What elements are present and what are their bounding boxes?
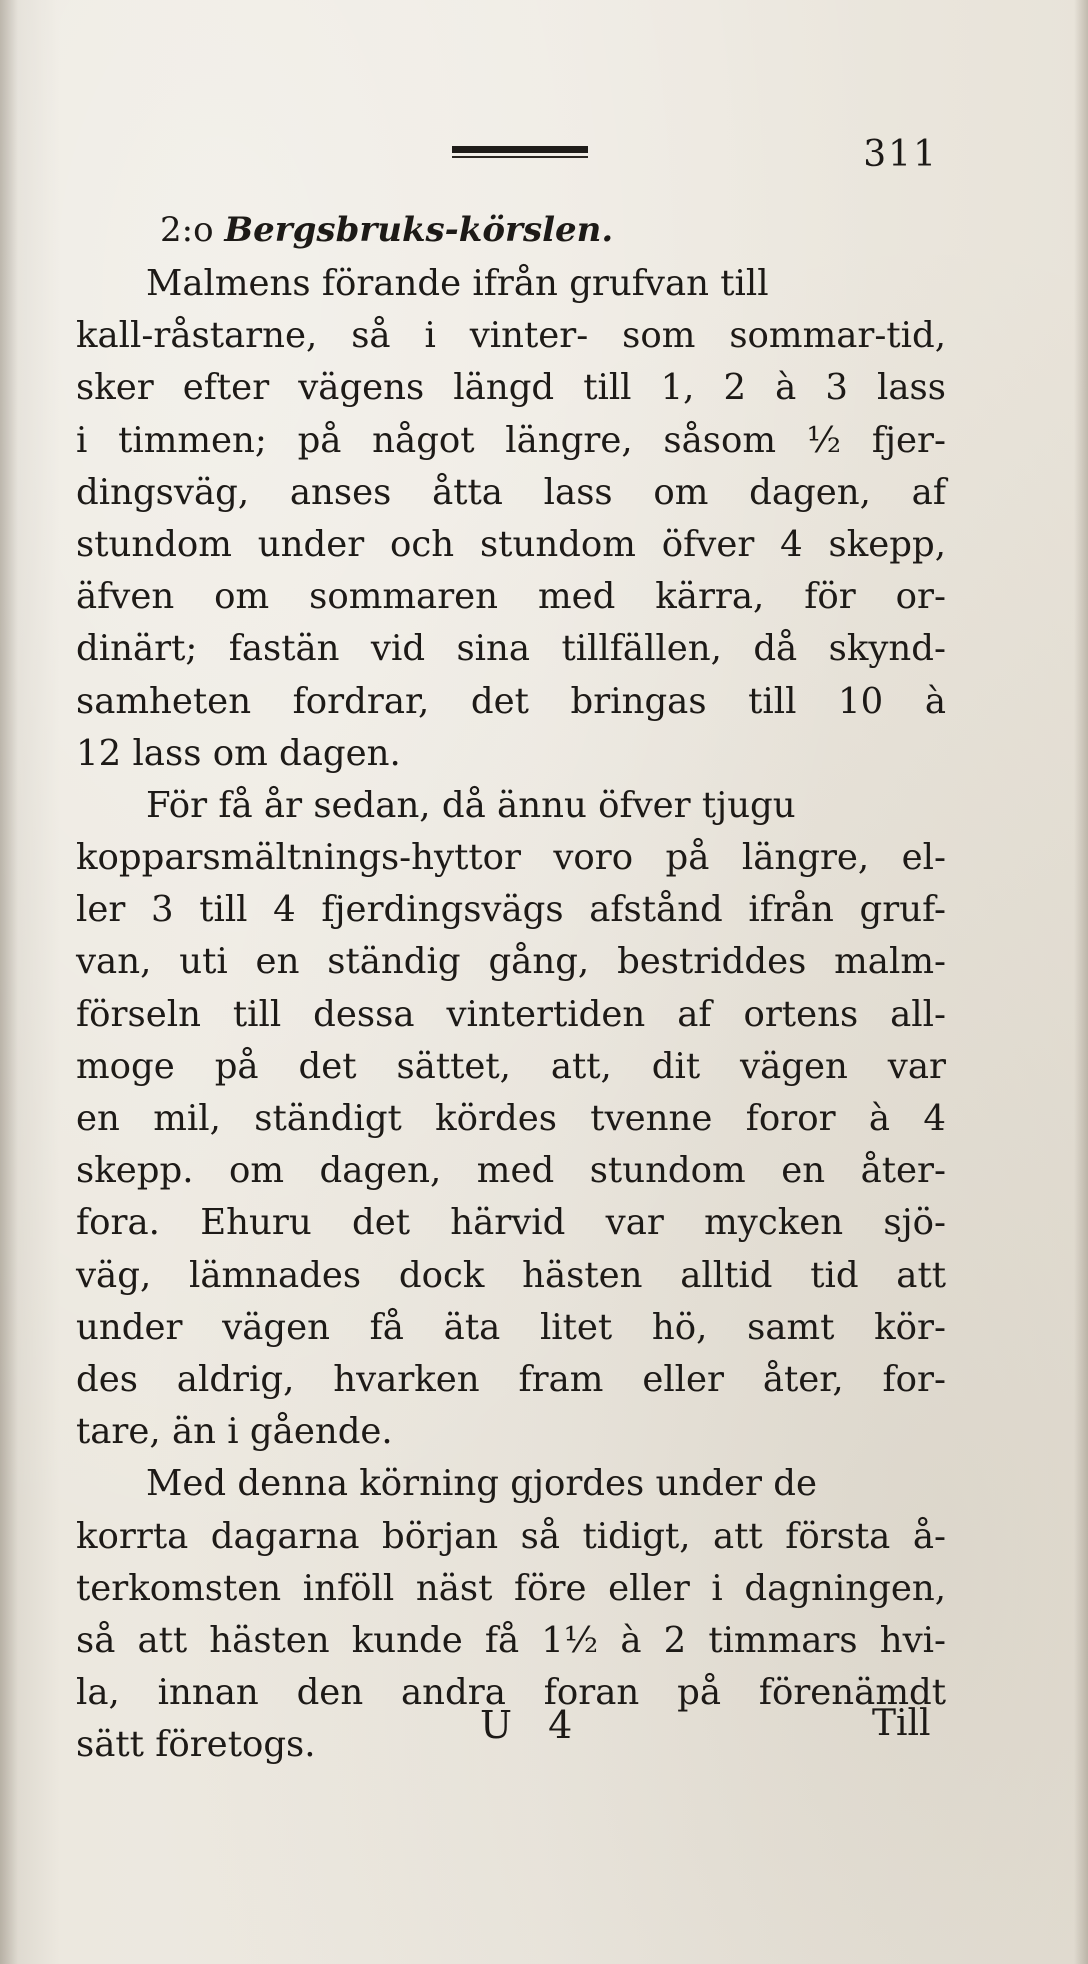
text-line: väg, lämnades dock hästen alltid tid att (76, 1254, 946, 1296)
page-gutter-shadow (0, 0, 18, 1964)
text-line: 12 lass om dagen. (76, 732, 401, 774)
text-line: stundom under och stundom öfver 4 skepp, (76, 523, 946, 565)
text-line: dingsväg, anses åtta lass om dagen, af (76, 471, 946, 513)
text-line: van, uti en ständig gång, bestriddes malm- (76, 941, 946, 983)
text-line: sker efter vägens längd till 1, 2 à 3 lass (76, 367, 946, 409)
section-number: 2:o (160, 210, 214, 250)
text-line: Malmens förande ifrån grufvan till (146, 263, 769, 304)
text-line: under vägen få äta litet hö, samt kör- (76, 1306, 946, 1348)
header-rule (452, 146, 588, 160)
catchword: Till (872, 1703, 931, 1744)
text-line: så att hästen kunde få 1½ à 2 timmars hvi- (76, 1619, 946, 1661)
text-line: förseln till dessa vintertiden af ortens all- (76, 993, 946, 1035)
text-line: kall-råstarne, så i vinter- som sommar-tid, (76, 315, 946, 357)
section-title: Bergsbruks-körslen. (224, 210, 614, 250)
text-line: des aldrig, hvarken fram eller åter, for- (76, 1358, 946, 1400)
text-line: samheten fordrar, det bringas till 10 à (76, 680, 946, 722)
text-line: äfven om sommaren med kärra, för or- (76, 576, 946, 618)
signature-mark: U 4 (480, 1703, 585, 1747)
text-line: fora. Ehuru det härvid var mycken sjö- (76, 1202, 946, 1244)
text-line: dinärt; fastän vid sina tillfällen, då skynd- (76, 628, 946, 670)
header-rule-thick (452, 146, 588, 153)
text-line: en mil, ständigt kördes tvenne foror à 4 (76, 1098, 946, 1139)
text-line: la, innan den andra foran på förenämdt (76, 1672, 946, 1714)
text-line: För få år sedan, då ännu öfver tjugu (146, 784, 796, 826)
text-line: i timmen; på något längre, såsom ½ fjer- (76, 419, 946, 461)
text-line: korrta dagarna början så tidigt, att första å- (76, 1515, 946, 1557)
text-line: Med denna körning gjordes under de (146, 1463, 817, 1505)
text-line: terkomsten inföll näst före eller i dagningen, (76, 1567, 946, 1609)
page-number: 311 (863, 134, 938, 175)
header-rule-thin (452, 156, 588, 158)
text-line: moge på det sättet, att, dit vägen var (76, 1045, 946, 1087)
page-edge-shadow (1074, 0, 1088, 1964)
page-footer (0, 1703, 1088, 1753)
text-line: tare, än i gående. (76, 1411, 393, 1453)
section-heading (160, 210, 613, 250)
body-text (76, 258, 946, 1771)
text-line: sätt företogs. (76, 1724, 316, 1766)
text-line: kopparsmältnings-hyttor voro på längre, el- (76, 837, 946, 879)
text-line: ler 3 till 4 fjerdingsvägs afstånd ifrån gruf- (76, 889, 946, 931)
text-line: skepp. om dagen, med stundom en åter- (76, 1150, 946, 1192)
